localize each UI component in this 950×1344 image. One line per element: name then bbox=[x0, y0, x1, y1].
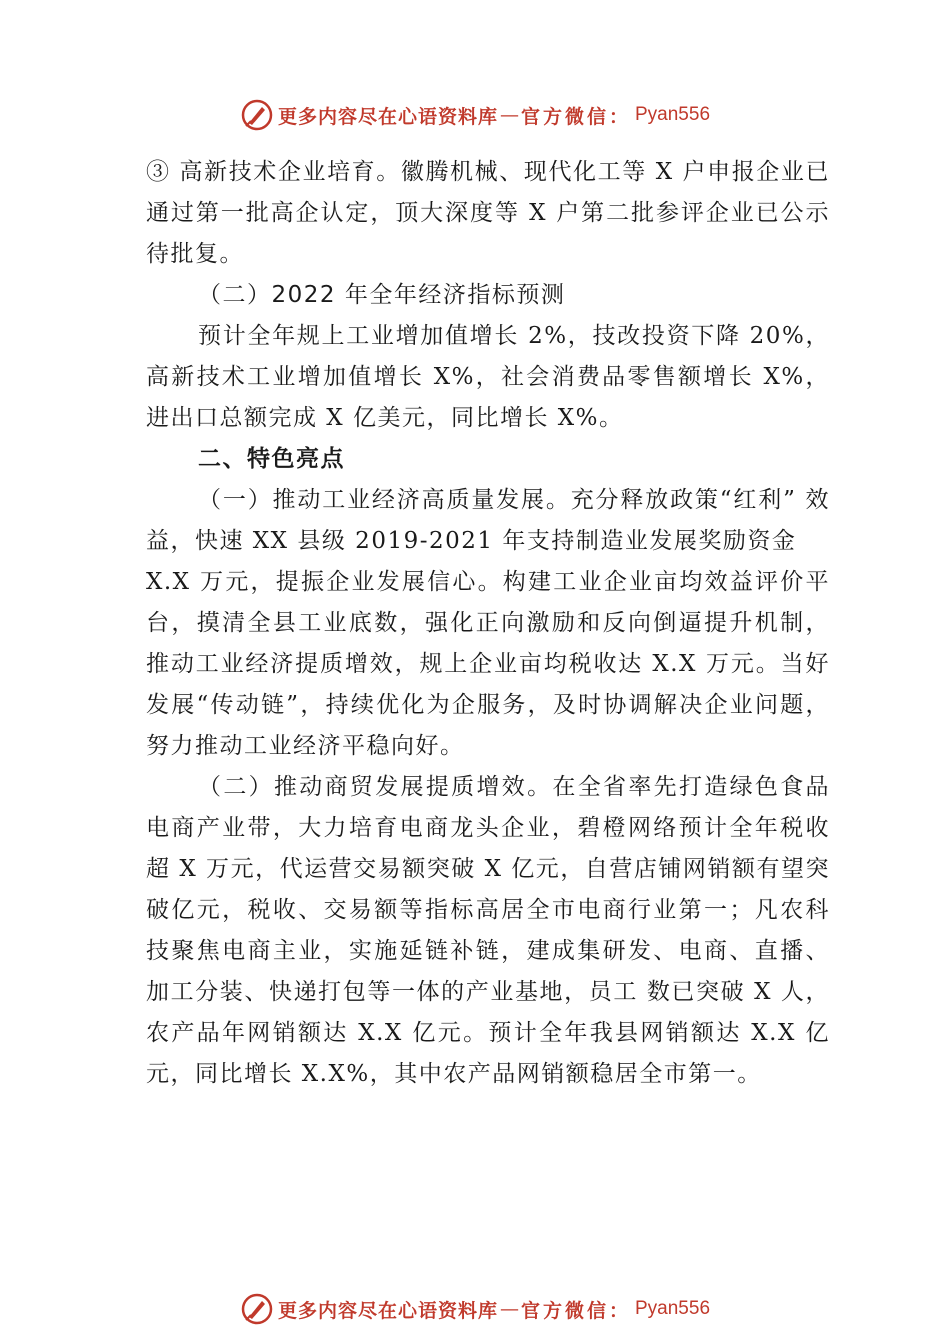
header-official: 官方微信： bbox=[520, 105, 631, 128]
footer-dash: — bbox=[499, 1298, 519, 1320]
paragraph-commerce: （二）推动商贸发展提质增效。在全省率先打造绿色食品电商产业带，大力培育电商龙头企业，碧橙网络预计全年税收超 X 万元，代运营交易额突破 X 亿元，自营店铺网销额有望突破亿元，税收、交易额等指标高居全市电商行业第一；凡农科技聚焦电商主业，实施延链补链，建成集研发、电商、直播、加工分装、快递打包等一体的产业基地，员工 数已突破 X 人，农产品年网销额达 X.X 亿元。预计全年我县网销额达 X.X 亿元，同比增长 X.X%，其中农产品网销额稳居全市第一。 bbox=[146, 774, 830, 1087]
quill-logo-icon bbox=[240, 98, 274, 132]
header-dash: — bbox=[499, 104, 519, 126]
footer-brand: 更多内容尽在心语资料库 bbox=[277, 1299, 498, 1322]
paragraph-industry-2: X.X 万元，提振企业发展信心。构建工业企业亩均效益评价平台，摸清全县工业底数，强化正向激励和反向倒逼提升机制，推动工业经济提质增效，规上企业亩均税收达 X.X 万元。当好发展“传动链”，持续优化为企服务，及时协调解决企业问题，努力推动工业经济平稳向好。 bbox=[146, 569, 830, 759]
footer-watermark bbox=[0, 1289, 950, 1329]
paragraph-forecast: 预计全年规上工业增加值增长 2%，技改投资下降 20%，高新技术工业增加值增长 X%，社会消费品零售额增长 X%， 进出口总额完成 X 亿美元，同比增长 X%。 bbox=[146, 323, 830, 431]
header-watermark bbox=[0, 95, 950, 135]
footer-official: 官方微信： bbox=[520, 1299, 631, 1322]
header-handle: Pyan556 bbox=[635, 104, 711, 125]
document-body bbox=[146, 152, 830, 1095]
paragraph-industry-1: （一）推动工业经济高质量发展。充分释放政策“红利” 效益，快速 XX 县级 2019-2021 年支持制造业发展奖励资金 bbox=[146, 487, 830, 554]
section-heading-highlights: 二、特色亮点 bbox=[198, 446, 345, 472]
quill-logo-icon bbox=[240, 1292, 274, 1326]
paragraph-high-tech: ③ 高新技术企业培育。徽腾机械、现代化工等 X 户申报企业已通过第一批高企认定，顶大深度等 X 户第二批参评企业已公示待批复。 bbox=[146, 159, 830, 267]
footer-handle: Pyan556 bbox=[635, 1298, 711, 1319]
section-heading-forecast: （二）2022 年全年经济指标预测 bbox=[198, 282, 566, 308]
header-brand: 更多内容尽在心语资料库 bbox=[277, 105, 498, 128]
